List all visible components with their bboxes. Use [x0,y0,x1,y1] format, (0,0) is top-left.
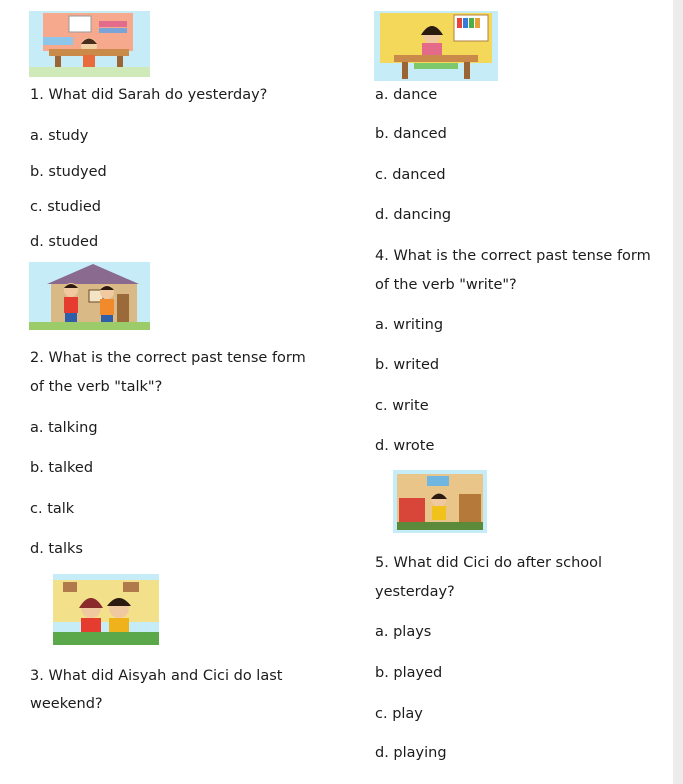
question-3-text-line1: 3. What did Aisyah and Cici do last [30,668,283,684]
q1-option-d[interactable]: d. studed [30,234,99,250]
girl-at-table-icon [374,11,498,81]
q5-option-c[interactable]: c. play [375,706,423,722]
q2-option-d[interactable]: d. talks [30,541,83,557]
two-boys-at-house-icon [29,262,150,330]
question-2-text-line1: 2. What is the correct past tense form [30,350,306,366]
question-5-text-line1: 5. What did Cici do after school [375,555,603,571]
question-4-text-line2: of the verb "write"? [375,277,517,293]
question-4-text-line1: 4. What is the correct past tense form [375,248,651,264]
question-2-text-line2: of the verb "talk"? [30,379,163,395]
q-dance-option-d[interactable]: d. dancing [375,207,452,223]
girl-studying-at-desk-icon [29,11,150,77]
q2-option-c[interactable]: c. talk [30,501,75,517]
girl-in-bedroom-icon [393,470,487,533]
q4-option-b[interactable]: b. writed [375,357,440,373]
question-3-text-line2: weekend? [30,696,103,712]
q-dance-option-b[interactable]: b. danced [375,126,447,142]
q5-option-d[interactable]: d. playing [375,745,447,761]
question-1-text: 1. What did Sarah do yesterday? [30,87,268,103]
q4-option-a[interactable]: a. writing [375,317,444,333]
q-dance-option-c[interactable]: c. danced [375,167,446,183]
q5-option-a[interactable]: a. plays [375,624,432,640]
two-girls-icon [53,574,159,645]
q1-option-c[interactable]: c. studied [30,199,101,215]
q1-option-a[interactable]: a. study [30,128,89,144]
right-scrollbar-rail[interactable] [673,0,683,784]
q2-option-a[interactable]: a. talking [30,420,98,436]
q2-option-b[interactable]: b. talked [30,460,94,476]
q1-option-b[interactable]: b. studyed [30,164,107,180]
question-5-text-line2: yesterday? [375,584,455,600]
q4-option-c[interactable]: c. write [375,398,429,414]
q-dance-option-a[interactable]: a. dance [375,87,438,103]
q5-option-b[interactable]: b. played [375,665,443,681]
q4-option-d[interactable]: d. wrote [375,438,435,454]
